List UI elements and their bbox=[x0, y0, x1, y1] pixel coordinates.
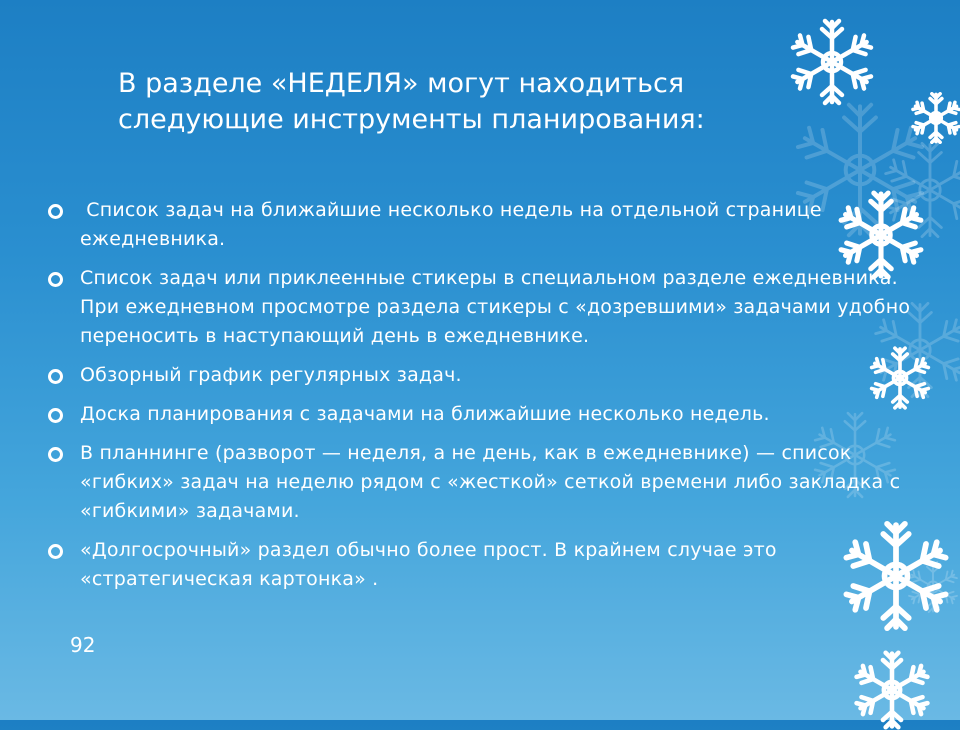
list-item bbox=[46, 439, 916, 526]
bullet-icon bbox=[48, 369, 63, 384]
bullet-text: «Долгосрочный» раздел обычно более прост. В крайнем случае это «стратегическая картонка» . bbox=[80, 539, 777, 590]
list-item bbox=[46, 400, 916, 429]
bullet-icon bbox=[48, 272, 63, 287]
slide-title: В разделе «НЕДЕЛЯ» могут находиться следующие инструменты планирования: bbox=[118, 68, 705, 135]
bullet-text: Список задач или приклеенные стикеры в специальном разделе ежедневника. При ежедневном просмотре раздела стикеры с «дозревшими» задачами удобно переносить в наступающий день в ежедневнике. bbox=[80, 267, 911, 347]
bullet-text: В планнинге (разворот — неделя, а не день, как в ежедневнике) — список «гибких» задач на неделю рядом с «жесткой» сеткой времени либо закладка с «гибкими» задачами. bbox=[80, 442, 901, 522]
list-item bbox=[46, 264, 916, 351]
list-item bbox=[46, 196, 916, 254]
bullet-text: Доска планирования с задачами на ближайшие несколько недель. bbox=[80, 403, 770, 425]
bullet-icon bbox=[48, 204, 63, 219]
bullet-text: Обзорный график регулярных задач. bbox=[80, 364, 462, 386]
bullet-icon bbox=[48, 408, 63, 423]
list-item bbox=[46, 361, 916, 390]
bullet-text: Список задач на ближайшие несколько недель на отдельной странице ежедневника. bbox=[80, 199, 829, 250]
bullet-icon bbox=[48, 447, 63, 462]
page-number: 92 bbox=[70, 633, 96, 657]
snowflake-icon bbox=[852, 650, 932, 730]
bullet-icon bbox=[48, 544, 63, 559]
bullet-list bbox=[46, 196, 916, 604]
list-item bbox=[46, 536, 916, 594]
